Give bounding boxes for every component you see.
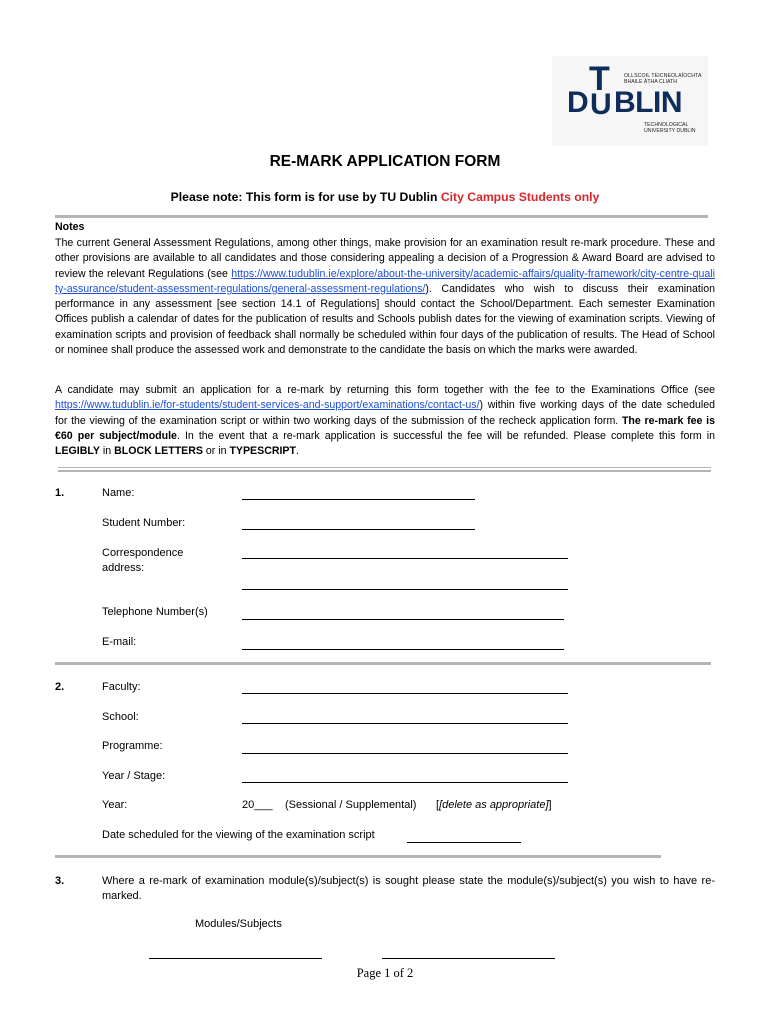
notes-heading: Notes bbox=[55, 221, 85, 233]
notes-p1-text-b: ). Candidates who wish to discuss their examination performance in any assessment [see section 14.1 of Regulations] should contact the School/Department. Each semester Examination Offices publish a calendar of dates for the publication of results and Schools publish dates for the viewing of examination scripts. Viewing of examination scripts and provision of feedback shall normally be scheduled within four days of the publication of results. The Head of School or nominee shall produce the assessed work and demonstrate to the candidate the basis on which the marks were awarded. bbox=[55, 282, 715, 357]
name-label: Name: bbox=[102, 487, 135, 499]
logo-t-letter: T bbox=[589, 60, 610, 98]
logo-d-letter: D bbox=[567, 86, 589, 119]
telephone-label: Telephone Number(s) bbox=[102, 606, 208, 618]
fee-statement: The re-mark fee is €60 per subject/module bbox=[55, 414, 716, 442]
address-field-line-2[interactable] bbox=[242, 589, 568, 590]
notes-p2-text-b: ) within five working days of the date scheduled for the viewing of the examination script or within two working days of the submission of the recheck application form. bbox=[55, 399, 715, 427]
faculty-label: Faculty: bbox=[102, 681, 141, 693]
logo-wordmark-rest: BLIN bbox=[614, 86, 682, 119]
name-field[interactable] bbox=[242, 499, 475, 500]
logo-line-2: BHAILE ÁTHA CLIATH bbox=[624, 79, 677, 85]
page-title: RE-MARK APPLICATION FORM bbox=[269, 153, 501, 170]
programme-label: Programme: bbox=[102, 740, 163, 752]
section-2-divider bbox=[55, 855, 661, 858]
logo-line-4: UNIVERSITY DUBLIN bbox=[644, 128, 696, 134]
notes-p2-text-d: in bbox=[99, 445, 115, 458]
student-number-field[interactable] bbox=[242, 529, 475, 530]
notes-p2-text-c: . In the event that a re-mark application is successful the fee will be refunded. Please complete this form in bbox=[176, 429, 715, 442]
logo-u-letter: U bbox=[590, 88, 612, 121]
subtitle-prefix: Please note: This form is for use by TU Dublin bbox=[170, 190, 441, 204]
section-1-number: 1. bbox=[55, 487, 65, 499]
year-field[interactable]: 20___ bbox=[242, 799, 273, 811]
address-field-line-1[interactable] bbox=[242, 558, 568, 559]
header-divider bbox=[55, 215, 708, 218]
email-field[interactable] bbox=[242, 649, 564, 650]
notes-divider-top bbox=[58, 467, 711, 468]
modules-subjects-label: Modules/Subjects bbox=[195, 918, 282, 930]
notes-p2-text-e: or in bbox=[202, 445, 230, 458]
typescript-emphasis: TYPESCRIPT bbox=[229, 445, 296, 458]
notes-paragraph-2 bbox=[55, 383, 715, 459]
telephone-field[interactable] bbox=[242, 619, 564, 620]
programme-field[interactable] bbox=[242, 753, 568, 754]
tu-dublin-logo bbox=[552, 56, 708, 146]
school-field[interactable] bbox=[242, 723, 568, 724]
page-number: Page 1 of 2 bbox=[356, 966, 414, 980]
section-1-divider bbox=[55, 662, 711, 665]
year-options: (Sessional / Supplemental) bbox=[285, 799, 417, 811]
module-field-1[interactable] bbox=[149, 958, 322, 959]
faculty-field[interactable] bbox=[242, 693, 568, 694]
subtitle bbox=[0, 190, 770, 204]
notes-p1-text-a: The current General Assessment Regulations, among other things, make provision for an examination result re-mark procedure. These and other provisions are available to all candidates and those considering appealing a decision of a Progression & Award Board are advised to review the relevant Regulations (see bbox=[55, 237, 715, 280]
correspondence-label-line-1: Correspondence bbox=[102, 547, 184, 559]
email-label: E-mail: bbox=[102, 636, 137, 648]
notes-p2-text-f: . bbox=[295, 445, 299, 458]
module-field-2[interactable] bbox=[382, 958, 555, 959]
examinations-contact-link[interactable]: https://www.tudublin.ie/for-students/student-services-and-support/examinations/contact-us/ bbox=[55, 399, 480, 412]
year-stage-label: Year / Stage: bbox=[102, 770, 166, 782]
notes-paragraph-1 bbox=[55, 236, 715, 358]
viewing-date-field[interactable] bbox=[407, 842, 521, 843]
section-2-number: 2. bbox=[55, 681, 65, 693]
logo-line-1: OLLSCOIL TEICNEOLAÍOCHTA bbox=[624, 73, 702, 79]
year-stage-field[interactable] bbox=[242, 782, 568, 783]
year-label: Year: bbox=[102, 799, 128, 811]
block-letters-emphasis: BLOCK LETTERS bbox=[114, 445, 203, 458]
logo-line-3: TECHNOLOGICAL bbox=[644, 122, 689, 128]
correspondence-label-line-2: address: bbox=[102, 562, 145, 574]
year-note-text: [delete as appropriate] bbox=[439, 799, 549, 811]
legibly-emphasis: LEGIBLY bbox=[55, 445, 100, 458]
school-label: School: bbox=[102, 711, 139, 723]
viewing-date-label: Date scheduled for the viewing of the examination script bbox=[102, 829, 375, 841]
subtitle-highlight: City Campus Students only bbox=[440, 190, 600, 204]
year-note: [[delete as appropriate]] bbox=[436, 799, 552, 811]
notes-p2-text-a: A candidate may submit an application for a re-mark by returning this form together with the fee to the Examinations Office (see bbox=[55, 384, 715, 396]
section-3-instructions: Where a re-mark of examination module(s)/subject(s) is sought please state the module(s)/subject(s) you wish to have re-marked. bbox=[102, 875, 715, 903]
student-number-label: Student Number: bbox=[102, 517, 186, 529]
section-3-number: 3. bbox=[55, 875, 65, 887]
regulations-link[interactable]: https://www.tudublin.ie/explore/about-the-university/academic-affairs/quality-framework/city-centre-quality-assurance/student-assessment-regulations/general-assessment-regulations/ bbox=[55, 267, 715, 295]
notes-divider-bottom bbox=[58, 470, 711, 472]
